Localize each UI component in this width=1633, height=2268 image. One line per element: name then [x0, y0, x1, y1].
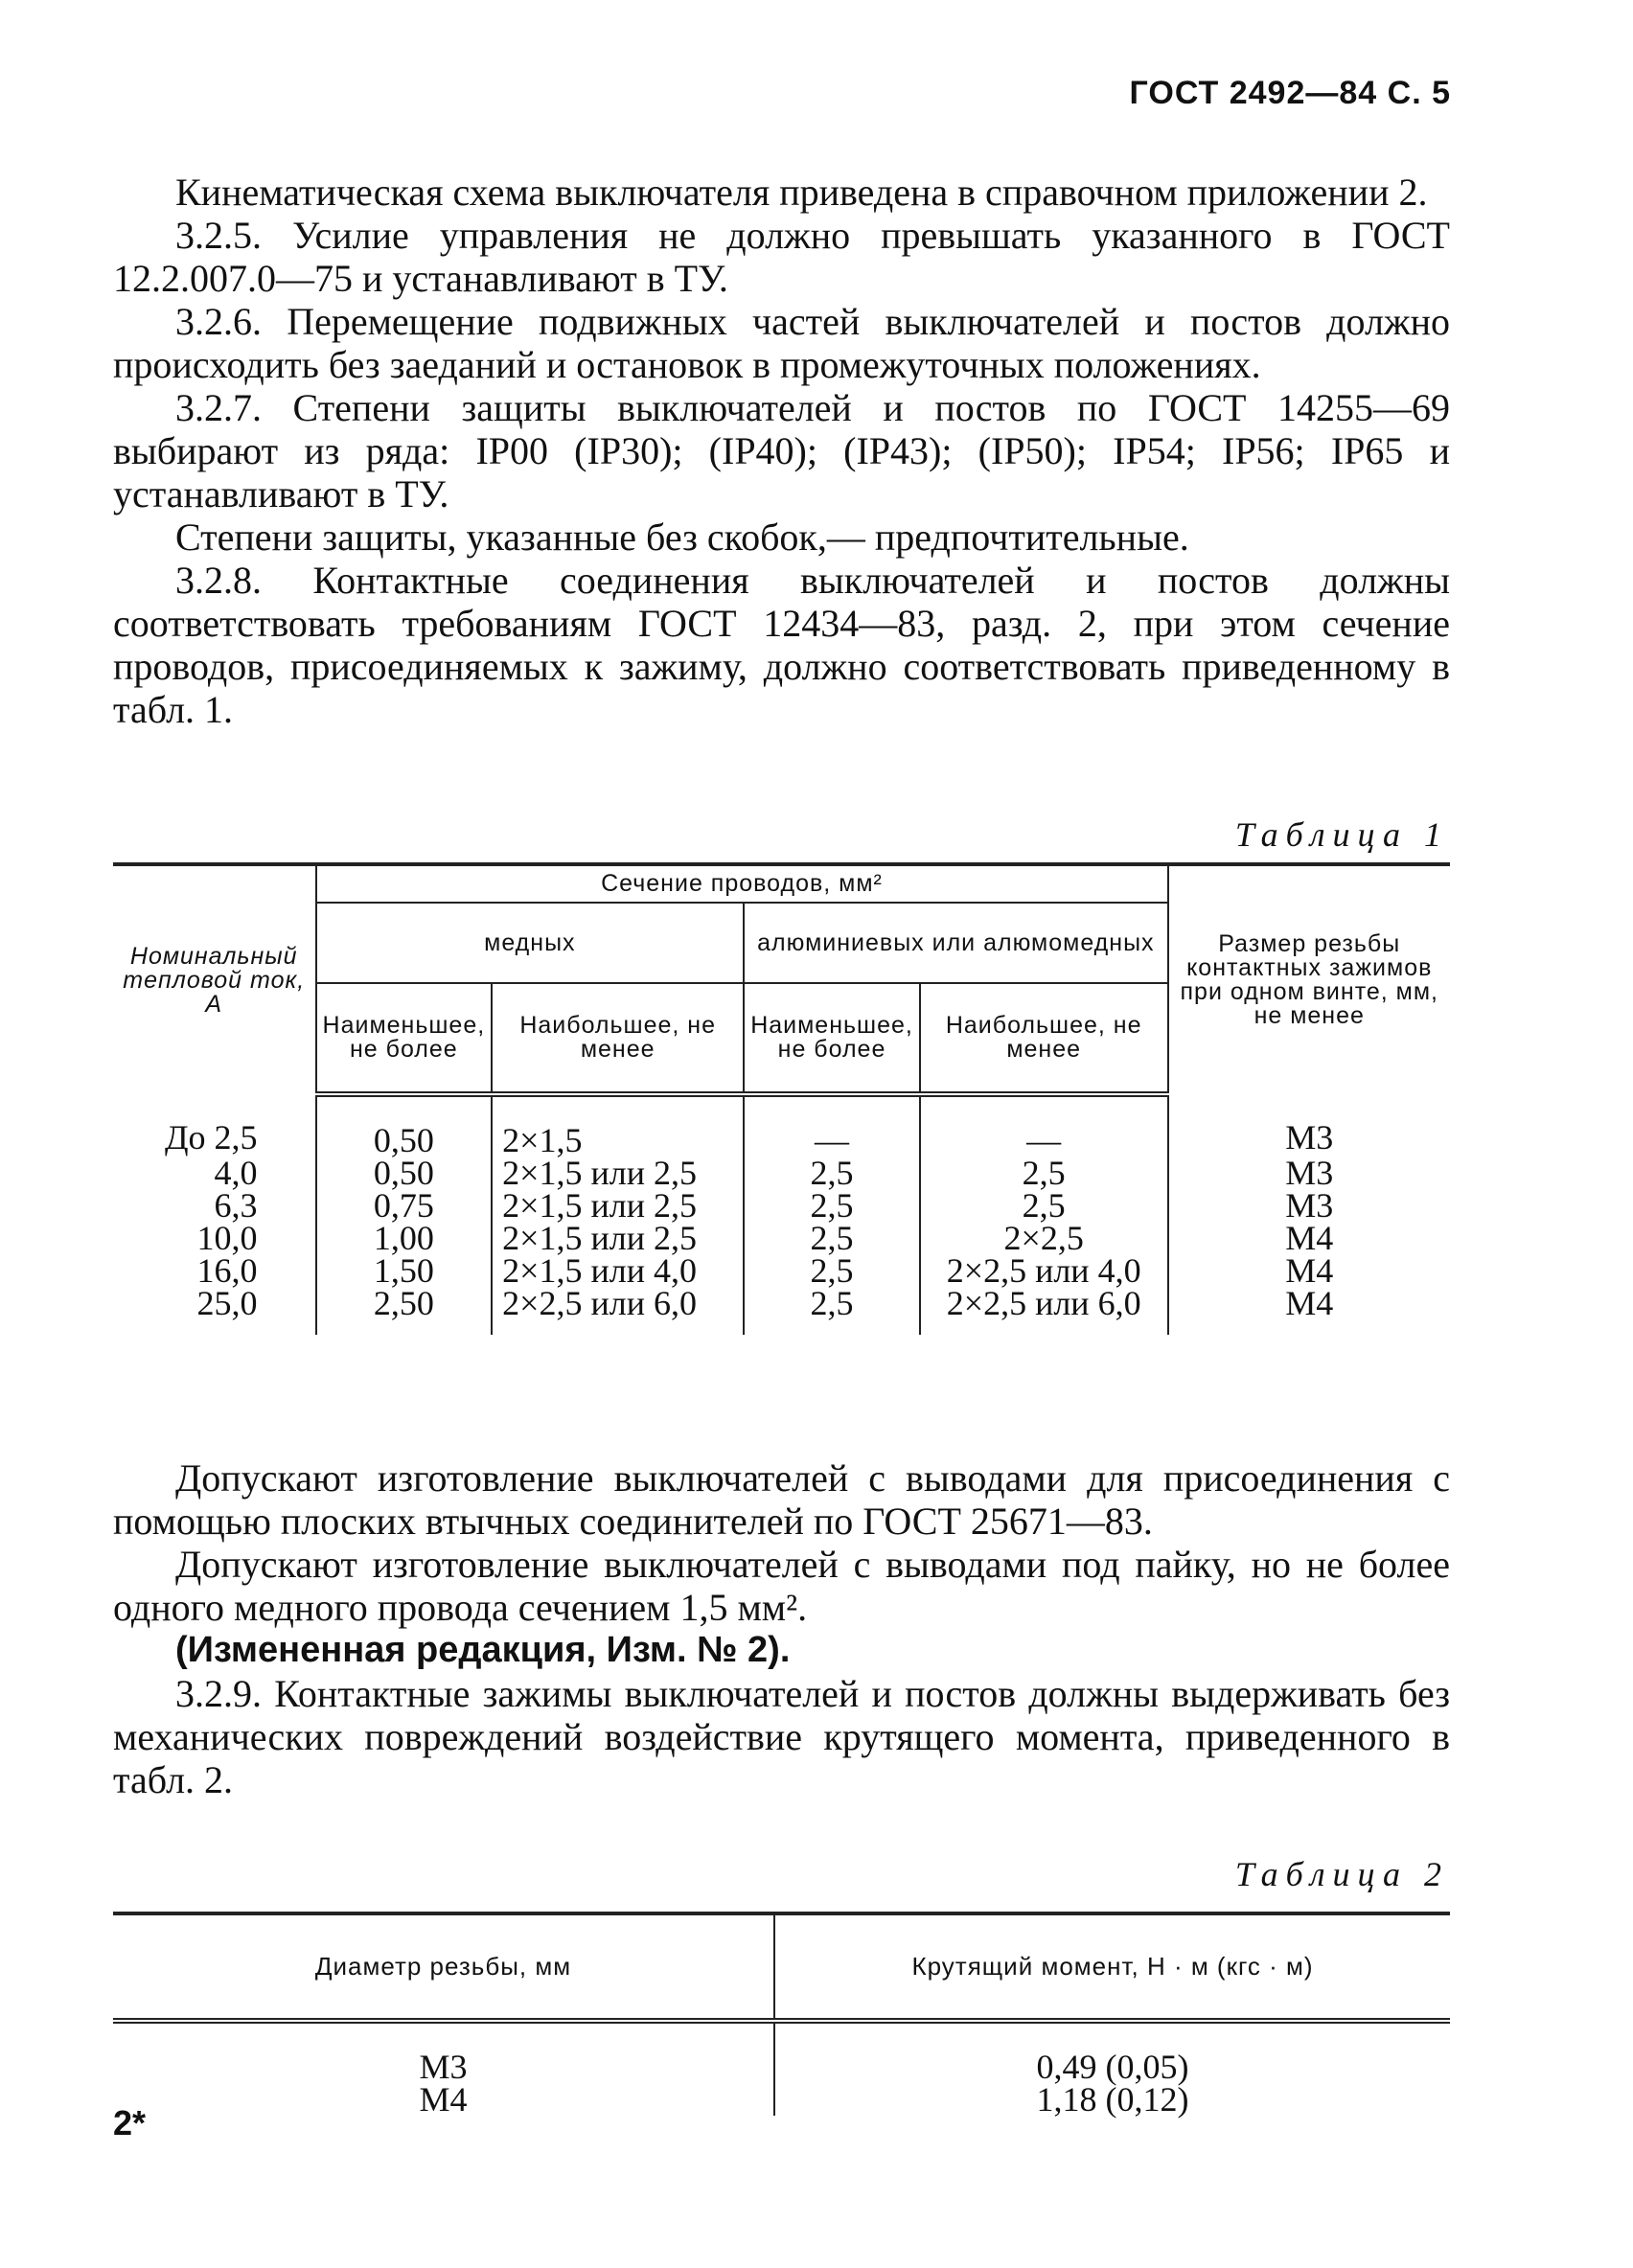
paragraph: 3.2.8. Контактные соединения выключателей и постов должны соответствовать требованиям ГОСТ 12434—83, разд. 2, при этом сечение проводов, присоединяемых к зажиму, должно соответствовать приведенному в табл. 1.: [113, 559, 1450, 731]
header-thread: Размер резьбы контактных зажимов при одном винте, мм, не менее: [1168, 864, 1451, 1094]
header-max-alum: Наибольшее, не менее: [920, 983, 1168, 1094]
cell-thread: М4: [1168, 1254, 1451, 1287]
table2: [113, 1912, 1450, 2119]
table1-caption: Таблица 1: [1234, 815, 1449, 854]
header-copper: медных: [316, 903, 745, 983]
cell-cu-min: 0,50: [316, 1094, 493, 1157]
cell-cu-min: 1,50: [316, 1254, 493, 1287]
paragraph: Степени защиты, указанные без скобок,— предпочтительные.: [175, 515, 1189, 559]
cell-cu-min: 0,50: [316, 1157, 493, 1189]
amendment-note: (Измененная редакция, Изм. № 2).: [175, 1630, 791, 1670]
header-aluminium: алюминиевых или алюмомедных: [744, 903, 1167, 983]
cell-al-max: 2×2,5 или 4,0: [920, 1254, 1168, 1287]
table1: [113, 862, 1450, 1335]
cell-cu-max: 2×1,5 или 4,0: [492, 1254, 744, 1287]
table2-caption: Таблица 2: [1234, 1855, 1449, 1893]
cell-cu-max: 2×1,5: [492, 1094, 744, 1157]
table-row: [113, 2083, 1450, 2116]
cell-al-min: 2,5: [744, 1222, 920, 1254]
cell-thread: М4: [1168, 1222, 1451, 1254]
cell-al-min: 2,5: [744, 1254, 920, 1287]
table-row: [113, 1222, 1450, 1254]
paragraph: Допускают изготовление выключателей с выводами для присоединения с помощью плоских втычных соединителей по ГОСТ 25671—83.: [113, 1456, 1450, 1543]
paragraph: Допускают изготовление выключателей с выводами под пайку, но не более одного медного провода сечением 1,5 мм².: [113, 1543, 1450, 1629]
cell-al-min: 2,5: [744, 1157, 920, 1189]
cell-thread: М3: [1168, 1094, 1451, 1157]
cell-al-max: —: [920, 1094, 1168, 1157]
paragraph: 3.2.5. Усилие управления не должно превышать указанного в ГОСТ 12.2.007.0—75 и устанавливают в ТУ.: [113, 214, 1450, 300]
cell-current: 10,0: [113, 1222, 316, 1254]
cell-current: 6,3: [113, 1189, 316, 1222]
cell-current: 25,0: [113, 1287, 316, 1335]
cell-diameter: М3: [419, 2048, 468, 2086]
header-section: Сечение проводов, мм²: [316, 864, 1168, 903]
header-diameter: Диаметр резьбы, мм: [113, 1913, 774, 2021]
cell-al-max: 2,5: [920, 1189, 1168, 1222]
table-row: [113, 1094, 1450, 1157]
cell-al-max: 2,5: [920, 1157, 1168, 1189]
text-block-top: [113, 171, 1450, 731]
header-min-alum: Наименьшее, не более: [744, 983, 920, 1094]
header-min-copper: Наименьшее, не более: [316, 983, 493, 1094]
cell-cu-min: 1,00: [316, 1222, 493, 1254]
cell-cu-max: 2×2,5 или 6,0: [492, 1287, 744, 1335]
table-row: [113, 1189, 1450, 1222]
paragraph: 3.2.6. Перемещение подвижных частей выключателей и постов должно происходить без заеданий и остановок в промежуточных положениях.: [113, 300, 1450, 386]
cell-al-min: 2,5: [744, 1189, 920, 1222]
header-current: Номинальный тепловой ток, А: [113, 864, 316, 1094]
cell-current: 4,0: [113, 1157, 316, 1189]
table-row: [113, 1287, 1450, 1335]
table-row: [113, 1157, 1450, 1189]
cell-current: До 2,5: [113, 1094, 316, 1157]
paragraph: Кинематическая схема выключателя приведена в справочном приложении 2.: [175, 171, 1428, 214]
cell-thread: М3: [1168, 1157, 1451, 1189]
table-row: [113, 2021, 1450, 2083]
cell-current: 16,0: [113, 1254, 316, 1287]
cell-cu-max: 2×1,5 или 2,5: [492, 1222, 744, 1254]
cell-torque: 0,49 (0,05): [774, 2021, 1450, 2083]
cell-cu-min: 2,50: [316, 1287, 493, 1335]
cell-diameter: М4: [419, 2080, 468, 2119]
table-row: [113, 1254, 1450, 1287]
page-footer-mark: 2*: [113, 2103, 147, 2142]
cell-thread: М3: [1168, 1189, 1451, 1222]
cell-al-min: —: [744, 1094, 920, 1157]
paragraph: 3.2.7. Степени защиты выключателей и постов по ГОСТ 14255—69 выбирают из ряда: IP00 (IP30); (IP40); (IP43); (IP50); IP54; IP56; IP65 и устанавливают в ТУ.: [113, 386, 1450, 515]
cell-cu-max: 2×1,5 или 2,5: [492, 1189, 744, 1222]
cell-al-max: 2×2,5: [920, 1222, 1168, 1254]
paragraph: 3.2.9. Контактные зажимы выключателей и постов должны выдерживать без механических повреждений воздействие крутящего момента, приведенного в табл. 2.: [113, 1672, 1450, 1801]
page-header: ГОСТ 2492—84 С. 5: [1129, 75, 1451, 111]
text-block-mid: [113, 1456, 1450, 1801]
cell-torque: 1,18 (0,12): [774, 2083, 1450, 2116]
header-max-copper: Наибольшее, не менее: [492, 983, 744, 1094]
cell-cu-min: 0,75: [316, 1189, 493, 1222]
cell-cu-max: 2×1,5 или 2,5: [492, 1157, 744, 1189]
cell-al-max: 2×2,5 или 6,0: [920, 1287, 1168, 1335]
header-torque: Крутящий момент, Н · м (кгс · м): [774, 1913, 1450, 2021]
cell-al-min: 2,5: [744, 1287, 920, 1335]
cell-thread: М4: [1168, 1287, 1451, 1335]
